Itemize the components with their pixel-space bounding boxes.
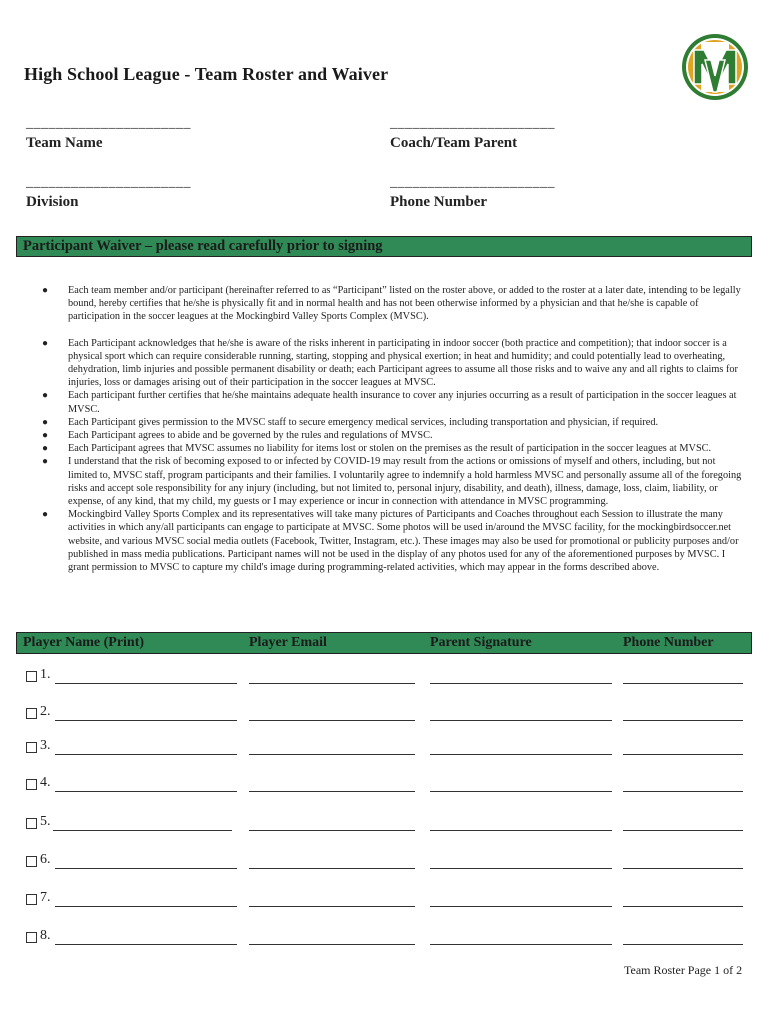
- row-number: 3.: [40, 738, 51, 753]
- parent-signature-line[interactable]: [430, 906, 612, 907]
- player-email-line[interactable]: [249, 754, 415, 755]
- row-number: 2.: [40, 704, 51, 719]
- waiver-header: [16, 236, 752, 257]
- waiver-item: ● Each team member and/or participant (hereinafter referred to as “Participant” listed on the roster above, or added to the roster at a later date, intending to be legally bound, hereby certifies that he/she is physically fit and in normal health and has not been otherwise informed by a physician and that he/she is capable of participation in the soccer leagues at the Mockingbird Valley Sports Complex (MVSC).: [42, 285, 741, 323]
- row-number: 5.: [40, 814, 51, 829]
- coach-label: Coach/Team Parent: [390, 135, 518, 151]
- checkbox[interactable]: [26, 779, 37, 790]
- player-email-line[interactable]: [249, 906, 415, 907]
- parent-signature-line[interactable]: [430, 830, 612, 831]
- waiver-heading: Participant Waiver – please read carefully prior to signing: [23, 238, 383, 254]
- bullet: ●: [42, 285, 49, 296]
- parent-signature-line[interactable]: [430, 868, 612, 869]
- player-email-line[interactable]: [249, 944, 415, 945]
- player-name-line[interactable]: [55, 683, 237, 684]
- bullet: ●: [42, 443, 49, 455]
- checkbox[interactable]: [26, 894, 37, 905]
- phone-line[interactable]: ______________________: [390, 175, 555, 190]
- row-number: 8.: [40, 928, 51, 943]
- mvsc-logo: [680, 32, 750, 102]
- waiver-item: ● Each Participant gives permission to the MVSC staff to secure emergency medical services, including transportation and physician, if required.: [42, 416, 659, 428]
- bullet: ●: [42, 456, 49, 468]
- roster-header: [16, 632, 752, 654]
- roster-row: [24, 816, 754, 836]
- phone-number-line[interactable]: [623, 791, 743, 792]
- phone-number-line[interactable]: [623, 683, 743, 684]
- checkbox[interactable]: [26, 708, 37, 719]
- phone-number-line[interactable]: [623, 830, 743, 831]
- player-name-line[interactable]: [55, 868, 237, 869]
- player-name-line[interactable]: [55, 944, 237, 945]
- division-label: Division: [26, 194, 79, 210]
- player-name-line[interactable]: [55, 906, 237, 907]
- col-player-name: Player Name (Print): [23, 635, 145, 650]
- team-name-line[interactable]: ______________________: [26, 116, 191, 131]
- checkbox[interactable]: [26, 932, 37, 943]
- row-number: 4.: [40, 775, 51, 790]
- bullet: ●: [42, 416, 49, 428]
- division-line[interactable]: ______________________: [26, 175, 191, 190]
- checkbox[interactable]: [26, 818, 37, 829]
- roster-row: [24, 892, 754, 912]
- player-email-line[interactable]: [249, 830, 415, 831]
- waiver-list: [40, 284, 746, 574]
- col-player-email: Player Email: [249, 635, 327, 650]
- bullet: ●: [42, 390, 49, 402]
- roster-row: [24, 740, 754, 760]
- row-number: 1.: [40, 667, 51, 682]
- parent-signature-line[interactable]: [430, 754, 612, 755]
- roster-row: [24, 777, 754, 797]
- waiver-item: ● Each Participant agrees that MVSC assumes no liability for items lost or stolen on the premises as the result of participation in the soccer leagues at MVSC.: [42, 443, 712, 455]
- roster-row: [24, 669, 754, 689]
- phone-label: Phone Number: [390, 194, 488, 210]
- waiver-item: ● Each Participant acknowledges that he/she is aware of the risks inherent in participating in indoor soccer (both practice and competition); that indoor soccer is a physical sport which can require considerable running, starting, stopping and physical exertion; in heat and humidity; and could potentially lead to overheating, dehydration, limb injuries and possible permanent disability or death; each Participant agrees to assume all those risks and to waive any and all rights to claims for injuries, loss or damages arising out of their participation in the soccer leagues at MVSC.: [42, 337, 738, 389]
- player-name-line[interactable]: [55, 754, 237, 755]
- parent-signature-line[interactable]: [430, 683, 612, 684]
- waiver-item: ● Mockingbird Valley Sports Complex and its representatives will take many pictures of Participants and Coaches throughout each Session to illustrate the many activities in which any/all participants can engage to participate at MVSC. Some photos will be used in/around the MVSC facility, for the mockingbirdsoccer.net website, and various MVSC social media outlets (Facebook, Twitter, Instagram, etc.). These images may also be used for promotional or publicity purposes and/or published in mass media publications. Participant names will not be used in the display of any photos used for any of the aforementioned purposes by MVSC. I grant permission to MVSC to capture my child's image during programming-related activities, which may appear in the forms described above.: [42, 509, 739, 574]
- roster-row: [24, 706, 754, 726]
- waiver-item: ● Each participant further certifies that he/she maintains adequate health insurance to cover any injuries occurring as a result of participation in the soccer leagues at MVSC.: [42, 390, 737, 415]
- player-email-line[interactable]: [249, 720, 415, 721]
- bullet: ●: [42, 337, 49, 349]
- col-phone-number: Phone Number: [623, 635, 714, 650]
- parent-signature-line[interactable]: [430, 720, 612, 721]
- phone-number-line[interactable]: [623, 944, 743, 945]
- phone-number-line[interactable]: [623, 868, 743, 869]
- team-name-label: Team Name: [26, 135, 103, 151]
- player-name-line[interactable]: [53, 830, 232, 831]
- phone-number-line[interactable]: [623, 906, 743, 907]
- player-email-line[interactable]: [249, 868, 415, 869]
- checkbox[interactable]: [26, 856, 37, 867]
- phone-number-line[interactable]: [623, 754, 743, 755]
- checkbox[interactable]: [26, 742, 37, 753]
- roster-row: [24, 930, 754, 950]
- player-email-line[interactable]: [249, 791, 415, 792]
- parent-signature-line[interactable]: [430, 944, 612, 945]
- player-email-line[interactable]: [249, 683, 415, 684]
- phone-number-line[interactable]: [623, 720, 743, 721]
- parent-signature-line[interactable]: [430, 791, 612, 792]
- row-number: 7.: [40, 890, 51, 905]
- waiver-item: ● I understand that the risk of becoming exposed to or infected by COVID-19 may result from the actions or omissions of myself and others, including, but not limited to, MVSC staff, program participants and their families. I voluntarily agree to indemnify a hold harmless MVSC and personally assume all of the foregoing risks and accept sole responsibility for any injury (including, but not limited to, personal injury, disability, and death), illness, damage, loss, claim, liability, or expense, of any kind, that my child, my guests or I may experience or incur in connection with attendance in MVSC programming.: [42, 456, 742, 508]
- player-name-line[interactable]: [55, 791, 237, 792]
- waiver-item: ● Each Participant agrees to abide and be governed by the rules and regulations of MVSC.: [42, 430, 433, 442]
- row-number: 6.: [40, 852, 51, 867]
- roster-row: [24, 854, 754, 874]
- bullet: ●: [42, 430, 49, 442]
- bullet: ●: [42, 509, 49, 521]
- coach-line[interactable]: ______________________: [390, 116, 555, 131]
- player-name-line[interactable]: [55, 720, 237, 721]
- col-parent-signature: Parent Signature: [430, 635, 532, 650]
- checkbox[interactable]: [26, 671, 37, 682]
- page-footer: Team Roster Page 1 of 2: [624, 963, 743, 977]
- page-title: High School League - Team Roster and Waiver: [24, 64, 389, 84]
